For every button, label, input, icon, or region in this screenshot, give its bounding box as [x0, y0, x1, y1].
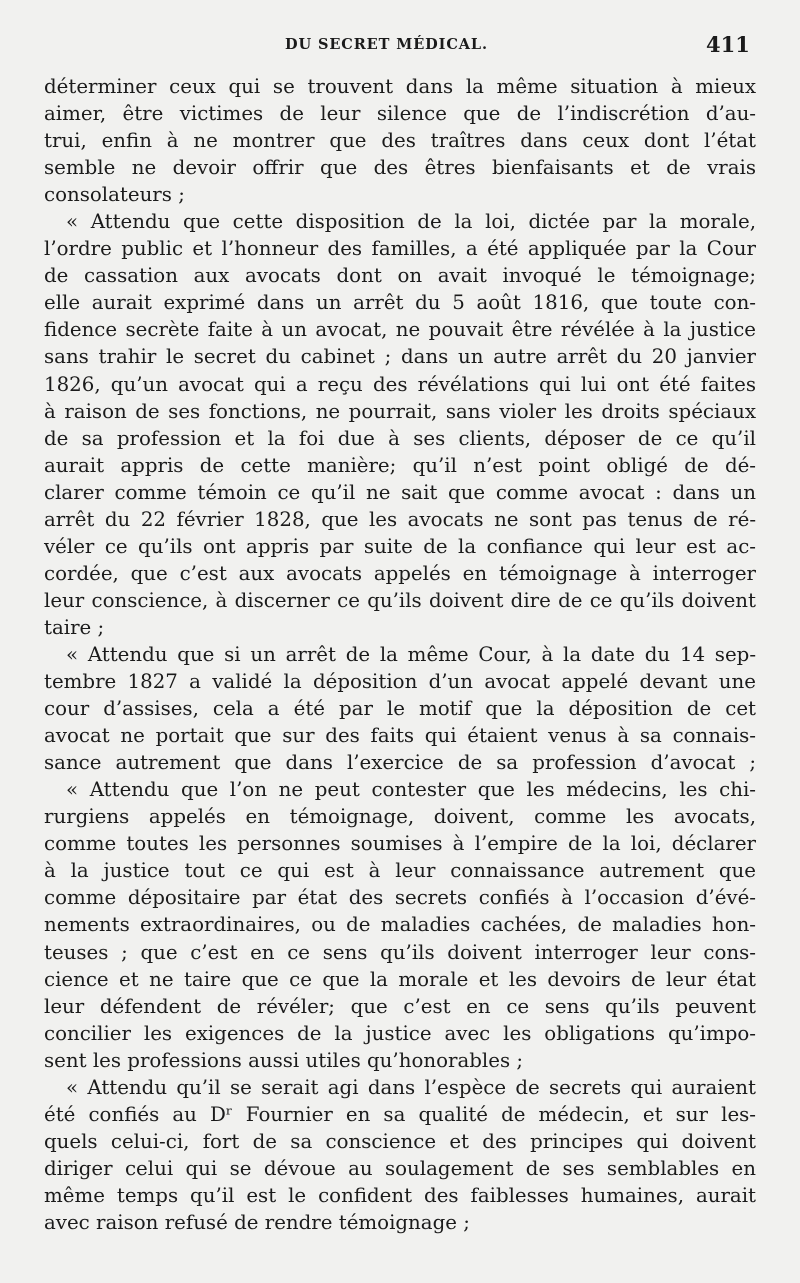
text-line: même temps qu’il est le confident des faiblesses humaines, aurait	[44, 1183, 756, 1207]
text-line: elle aurait exprimé dans un arrêt du 5 août 1816, que toute con-	[44, 291, 756, 315]
text-line: clarer comme témoin ce qu’il ne sait que comme avocat : dans un	[44, 480, 756, 504]
text-line: « Attendu que si un arrêt de la même Cour, à la date du 14 sep-	[66, 642, 756, 666]
text-line: trui, enfin à ne montrer que des traîtres dans ceux dont l’état	[44, 129, 756, 153]
text-line: fidence secrète faite à un avocat, ne pouvait être révélée à la justice	[44, 318, 756, 342]
text-line: aurait appris de cette manière; qu’il n’est point obligé de dé-	[44, 453, 756, 477]
text-line: sans trahir le secret du cabinet ; dans un autre arrêt du 20 janvier	[44, 345, 756, 369]
text-line: rurgiens appelés en témoignage, doivent, comme les avocats,	[44, 805, 756, 829]
page-number: 411	[706, 32, 750, 57]
text-line: « Attendu que l’on ne peut contester que les médecins, les chi-	[66, 778, 756, 802]
text-line: été confiés au Dʳ Fournier en sa qualité de médecin, et sur les-	[44, 1102, 756, 1126]
text-line: sance autrement que dans l’exercice de sa profession d’avocat ;	[44, 751, 756, 775]
text-line: concilier les exigences de la justice avec les obligations qu’impo-	[44, 1021, 756, 1045]
text-line: « Attendu que cette disposition de la loi, dictée par la morale,	[66, 210, 756, 234]
text-line: consolateurs ;	[44, 183, 185, 207]
text-line: véler ce qu’ils ont appris par suite de la confiance qui leur est ac-	[44, 534, 756, 558]
text-line: cience et ne taire que ce que la morale et les devoirs de leur état	[44, 967, 756, 991]
text-line: avec raison refusé de rendre témoignage ;	[44, 1210, 470, 1234]
body-text	[44, 73, 756, 1236]
text-line: à raison de ses fonctions, ne pourrait, sans violer les droits spéciaux	[44, 399, 756, 423]
text-line: cordée, que c’est aux avocats appelés en témoignage à interroger	[44, 561, 756, 585]
text-line: l’ordre public et l’honneur des familles, a été appliquée par la Cour	[44, 237, 756, 261]
text-line: sent les professions aussi utiles qu’honorables ;	[44, 1048, 524, 1072]
running-head	[0, 34, 800, 60]
text-line: 1826, qu’un avocat qui a reçu des révélations qui lui ont été faites	[44, 372, 756, 396]
text-line: aimer, être victimes de leur silence que de l’indiscrétion d’au-	[44, 102, 756, 126]
text-line: tembre 1827 a validé la déposition d’un avocat appelé devant une	[44, 670, 756, 694]
text-line: diriger celui qui se dévoue au soulagement de ses semblables en	[44, 1156, 756, 1180]
text-line: comme dépositaire par état des secrets confiés à l’occasion d’évé-	[44, 886, 756, 910]
text-line: semble ne devoir offrir que des êtres bienfaisants et de vrais	[44, 156, 756, 180]
text-line: leur conscience, à discerner ce qu’ils doivent dire de ce qu’ils doivent	[44, 588, 756, 612]
text-line: à la justice tout ce qui est à leur connaissance autrement que	[44, 859, 756, 883]
text-line: « Attendu qu’il se serait agi dans l’espèce de secrets qui auraient	[66, 1075, 756, 1099]
text-line: leur défendent de révéler; que c’est en ce sens qu’ils peuvent	[44, 994, 756, 1018]
text-line: déterminer ceux qui se trouvent dans la même situation à mieux	[44, 75, 756, 98]
text-line: arrêt du 22 février 1828, que les avocats ne sont pas tenus de ré-	[44, 507, 756, 531]
text-line: quels celui-ci, fort de sa conscience et des principes qui doivent	[44, 1129, 756, 1153]
text-line: taire ;	[44, 615, 105, 639]
text-line: comme toutes les personnes soumises à l’empire de la loi, déclarer	[44, 832, 756, 856]
text-line: de sa profession et la foi due à ses clients, déposer de ce qu’il	[44, 426, 756, 450]
running-title: DU SECRET MÉDICAL.	[285, 36, 488, 53]
text-line: de cassation aux avocats dont on avait invoqué le témoignage;	[44, 264, 756, 288]
text-line: nements extraordinaires, ou de maladies cachées, de maladies hon-	[44, 913, 756, 937]
text-line: avocat ne portait que sur des faits qui étaient venus à sa connais-	[44, 724, 756, 748]
text-line: cour d’assises, cela a été par le motif que la déposition de cet	[44, 697, 756, 721]
text-line: teuses ; que c’est en ce sens qu’ils doivent interroger leur cons-	[44, 940, 756, 964]
